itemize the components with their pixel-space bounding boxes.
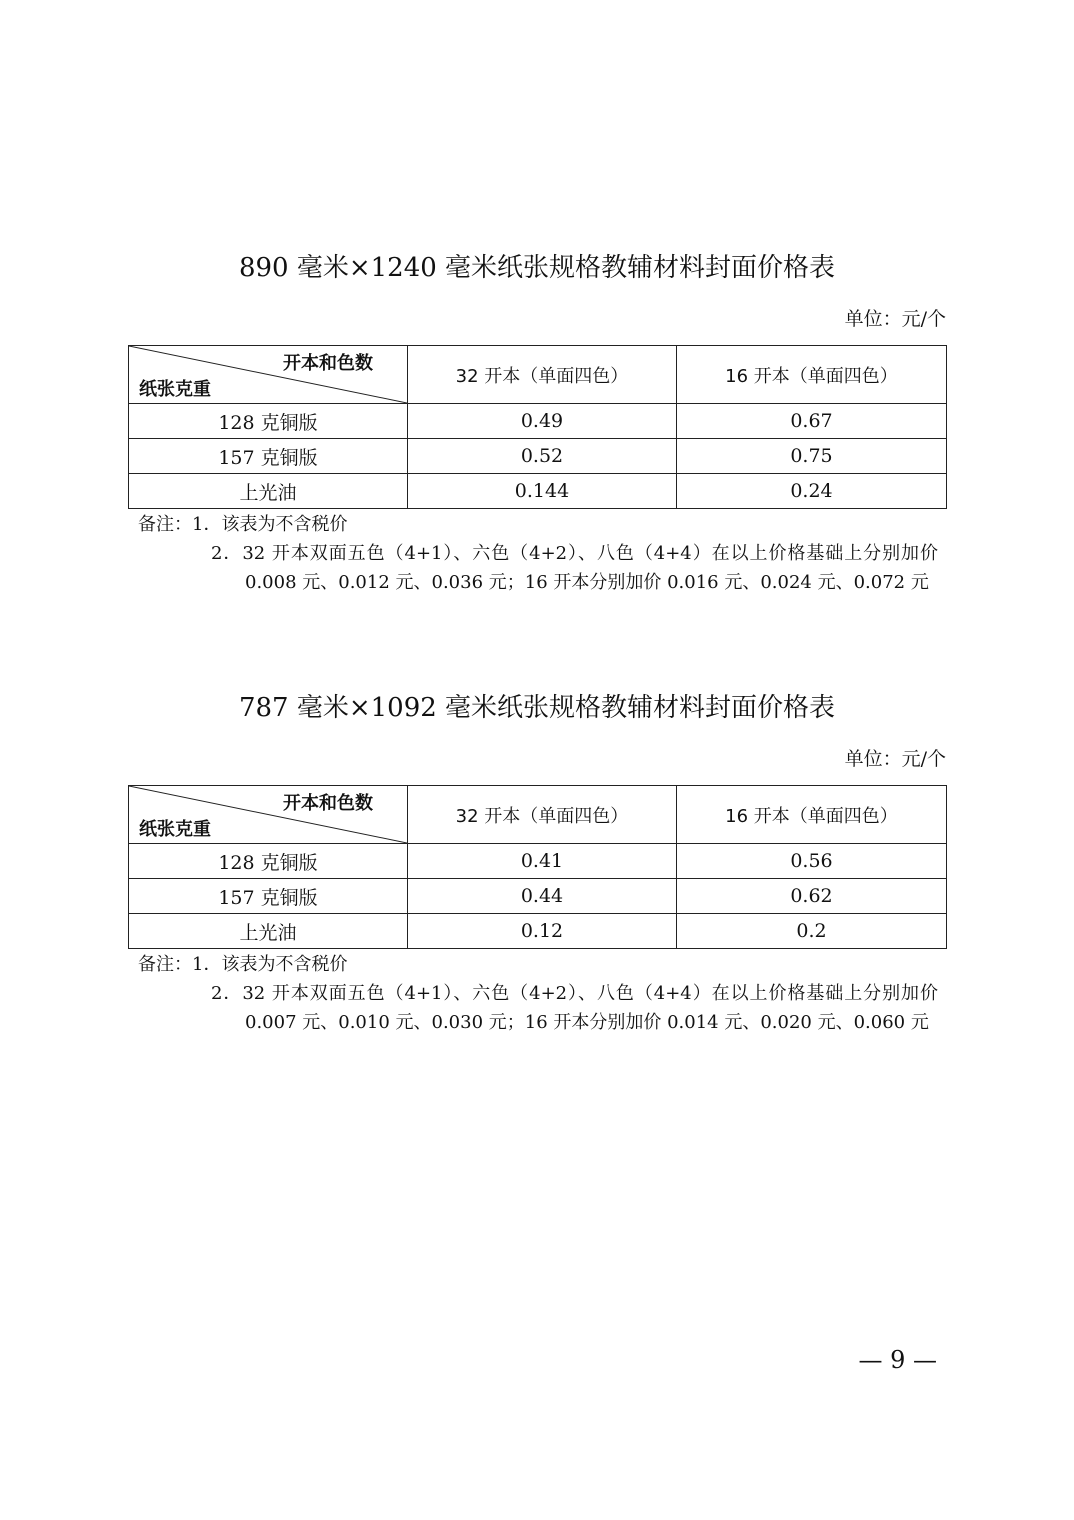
note-1: 备注：1．该表为不含税价 [138, 514, 348, 535]
table-header-row [129, 346, 947, 404]
row-label: 上光油 [129, 914, 408, 949]
unit-label: 单位：元/个 [844, 748, 946, 770]
price-cell: 0.56 [677, 844, 947, 879]
column-header: 32 开本（单面四色） [408, 346, 677, 404]
price-table [128, 345, 947, 509]
price-cell: 0.24 [677, 474, 947, 509]
column-header: 16 开本（单面四色） [677, 786, 947, 844]
price-cell: 0.49 [408, 404, 677, 439]
note-1: 备注：1．该表为不含税价 [138, 954, 348, 975]
table-row [129, 844, 947, 879]
price-cell: 0.62 [677, 879, 947, 914]
diagonal-header-cell [129, 346, 408, 404]
header-paper-weight-label: 纸张克重 [139, 379, 211, 400]
table-header-row [129, 786, 947, 844]
header-paper-weight-label: 纸张克重 [139, 819, 211, 840]
column-header: 16 开本（单面四色） [677, 346, 947, 404]
table-row [129, 404, 947, 439]
row-label: 128 克铜版 [129, 404, 408, 439]
table-row [129, 474, 947, 509]
page-number: — 9 — [858, 1346, 937, 1374]
column-header: 32 开本（单面四色） [408, 786, 677, 844]
table-title: 890 毫米×1240 毫米纸张规格教辅材料封面价格表 [238, 253, 836, 283]
table-row [129, 439, 947, 474]
price-cell: 0.144 [408, 474, 677, 509]
row-label: 157 克铜版 [129, 439, 408, 474]
table-title: 787 毫米×1092 毫米纸张规格教辅材料封面价格表 [238, 693, 836, 723]
table-notes [138, 950, 946, 1037]
price-cell: 0.75 [677, 439, 947, 474]
price-cell: 0.52 [408, 439, 677, 474]
header-size-color-label: 开本和色数 [283, 793, 373, 814]
unit-label: 单位：元/个 [844, 308, 946, 330]
table-notes [138, 510, 946, 597]
price-table [128, 785, 947, 949]
price-cell: 0.41 [408, 844, 677, 879]
row-label: 128 克铜版 [129, 844, 408, 879]
price-cell: 0.67 [677, 404, 947, 439]
table-row [129, 914, 947, 949]
price-cell: 0.12 [408, 914, 677, 949]
row-label: 上光油 [129, 474, 408, 509]
price-table-section-2 [128, 688, 946, 1037]
header-size-color-label: 开本和色数 [283, 353, 373, 374]
row-label: 157 克铜版 [129, 879, 408, 914]
note-2: 2．32 开本双面五色（4+1）、六色（4+2）、八色（4+4）在以上价格基础上分别加价 0.008 元、0.012 元、0.036 元；16 开本分别加价 0.016 元、0.024 元、0.072 元 [211, 543, 938, 593]
table-row [129, 879, 947, 914]
price-cell: 0.2 [677, 914, 947, 949]
diagonal-header-cell [129, 786, 408, 844]
price-table-section-1 [128, 248, 946, 597]
price-cell: 0.44 [408, 879, 677, 914]
note-2: 2．32 开本双面五色（4+1）、六色（4+2）、八色（4+4）在以上价格基础上分别加价 0.007 元、0.010 元、0.030 元；16 开本分别加价 0.014 元、0.020 元、0.060 元 [211, 983, 938, 1033]
